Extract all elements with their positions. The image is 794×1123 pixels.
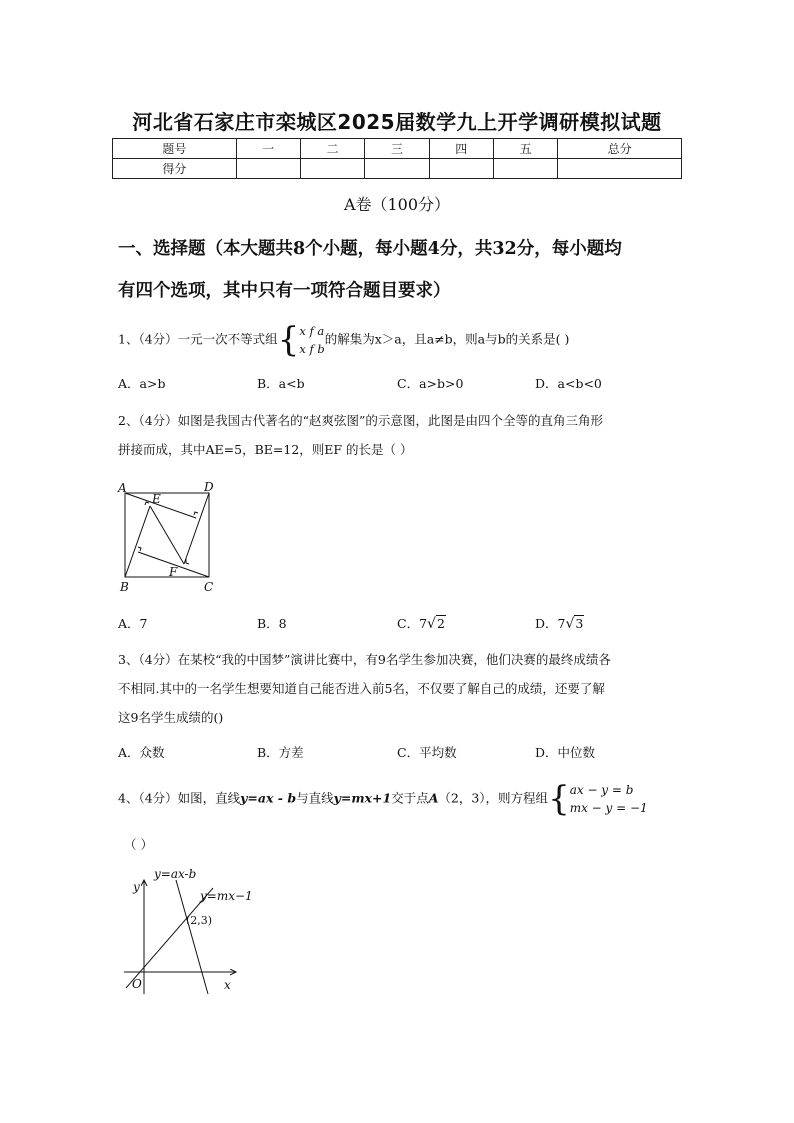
q4-text: 4、（4分）如图，直线 bbox=[118, 790, 241, 806]
q4-system-top: ax − y = b bbox=[569, 783, 634, 797]
line-y-mx-1 bbox=[126, 888, 213, 988]
question-4 bbox=[118, 781, 648, 817]
label-a: A bbox=[118, 481, 127, 495]
q2-option-d[interactable] bbox=[535, 614, 584, 632]
q4-text-mid2: 交于点 bbox=[391, 790, 429, 806]
right-angle-mark bbox=[138, 547, 141, 551]
label-line-ax-b: y=ax-b bbox=[154, 867, 197, 881]
sqrt-icon: √ bbox=[565, 616, 575, 632]
q3-line3: 这9名学生成绩的() bbox=[118, 710, 224, 725]
line-d-to-c-side bbox=[184, 493, 209, 564]
q4-text-post: （2，3），则方程组 bbox=[438, 790, 549, 806]
part1-line1: 一、选择题（本大题共8个小题，每小题4分，共32分，每小题均 bbox=[118, 239, 622, 259]
q1-system-bottom: x f b bbox=[299, 342, 325, 356]
q4-system-bottom: mx − y = −1 bbox=[569, 801, 648, 815]
q2-option-d-radicand: 3 bbox=[575, 616, 584, 631]
q4-point: A bbox=[428, 790, 439, 806]
segment-ef bbox=[150, 506, 184, 564]
label-d: D bbox=[204, 480, 214, 494]
brace-icon: { bbox=[548, 779, 570, 819]
label-line-mx-1: y=mx−1 bbox=[200, 889, 253, 903]
score-table-header-row bbox=[113, 139, 682, 159]
q4-answer-paren: （ ） bbox=[124, 837, 153, 852]
header-cell: 二 bbox=[300, 139, 364, 159]
score-cell[interactable] bbox=[365, 159, 429, 179]
q3-option-b[interactable]: B．方差 bbox=[257, 745, 304, 760]
right-angle-mark bbox=[186, 559, 189, 564]
header-cell: 五 bbox=[493, 139, 557, 159]
header-cell: 三 bbox=[365, 139, 429, 159]
q1-text-rest: 的解集为x＞a，且a≠b，则a与b的关系是( ) bbox=[324, 331, 570, 347]
q4-eq1: y=ax - b bbox=[240, 790, 297, 806]
q3-line1: 3、（4分）在某校“我的中国梦”演讲比赛中，有9名学生参加决赛，他们决赛的最终成绩各 bbox=[118, 652, 611, 667]
sqrt-icon: √ bbox=[427, 616, 436, 632]
q1-system bbox=[299, 322, 324, 358]
score-cell[interactable] bbox=[493, 159, 557, 179]
part1-heading bbox=[118, 228, 688, 312]
label-c: C bbox=[204, 580, 214, 594]
row-label: 得分 bbox=[113, 159, 237, 179]
label-x-axis: x bbox=[224, 978, 231, 992]
q4-text-mid1: 与直线 bbox=[296, 790, 334, 806]
exam-title: 河北省石家庄市栾城区2025届数学九上开学调研模拟试题 bbox=[132, 110, 662, 134]
header-cell: 四 bbox=[429, 139, 493, 159]
q1-option-b[interactable]: B．a<b bbox=[257, 376, 305, 391]
label-e: E bbox=[152, 492, 161, 506]
q2-option-a[interactable]: A．7 bbox=[118, 616, 148, 631]
q4-graph bbox=[116, 864, 256, 998]
q3-option-a[interactable]: A．众数 bbox=[118, 745, 165, 760]
section-a-heading: A卷（100分） bbox=[343, 195, 451, 214]
q1-option-c[interactable]: C．a>b>0 bbox=[397, 376, 464, 391]
q4-system bbox=[570, 781, 648, 817]
part1-line2: 有四个选项，其中只有一项符合题目要求） bbox=[118, 281, 451, 301]
q1-option-a[interactable]: A．a>b bbox=[118, 376, 166, 391]
line-b-to-a-side bbox=[125, 506, 150, 577]
brace-icon: { bbox=[277, 320, 300, 360]
score-cell[interactable] bbox=[236, 159, 300, 179]
header-cell: 总分 bbox=[558, 139, 682, 159]
q3-option-c[interactable]: C．平均数 bbox=[397, 745, 457, 760]
header-cell: 一 bbox=[236, 139, 300, 159]
question-1 bbox=[118, 322, 569, 358]
q3-option-d[interactable]: D．中位数 bbox=[535, 745, 596, 760]
q2-line1: 2、（4分）如图是我国古代著名的“赵爽弦图”的示意图，此图是由四个全等的直角三角形 bbox=[118, 413, 603, 428]
question-3 bbox=[118, 645, 611, 732]
q1-option-d[interactable]: D．a<b<0 bbox=[535, 376, 602, 391]
zhao-shuang-diagram bbox=[112, 478, 222, 596]
score-cell[interactable] bbox=[300, 159, 364, 179]
q1-text: 1、（4分）一元一次不等式组 bbox=[118, 331, 278, 347]
score-cell[interactable] bbox=[558, 159, 682, 179]
q2-line2: 拼接而成，其中AE=5，BE=12，则EF 的长是（ ） bbox=[118, 442, 413, 457]
q2-option-d-label: D．7 bbox=[535, 616, 566, 631]
q2-option-c-radicand: 2 bbox=[436, 616, 445, 631]
score-table-score-row bbox=[113, 159, 682, 179]
q4-eq2: y=mx+1 bbox=[333, 790, 392, 806]
q2-option-b[interactable]: B．8 bbox=[257, 616, 287, 631]
label-b: B bbox=[120, 580, 129, 594]
label-f: F bbox=[169, 565, 178, 579]
q2-option-c[interactable] bbox=[397, 614, 446, 632]
score-table bbox=[112, 138, 682, 179]
right-angle-mark bbox=[194, 512, 198, 515]
right-angle-mark bbox=[145, 502, 149, 505]
q3-line2: 不相同.其中的一名学生想要知道自己能否进入前5名，不仅要了解自己的成绩，还要了解 bbox=[118, 681, 605, 696]
label-y-axis: y bbox=[133, 880, 140, 894]
q2-option-c-label: C．7 bbox=[397, 616, 428, 631]
question-2 bbox=[118, 406, 603, 464]
q1-system-top: x f a bbox=[299, 324, 325, 338]
score-cell[interactable] bbox=[429, 159, 493, 179]
label-origin: O bbox=[132, 977, 142, 991]
label-intersection: (2,3) bbox=[186, 914, 213, 927]
header-cell: 题号 bbox=[113, 139, 237, 159]
